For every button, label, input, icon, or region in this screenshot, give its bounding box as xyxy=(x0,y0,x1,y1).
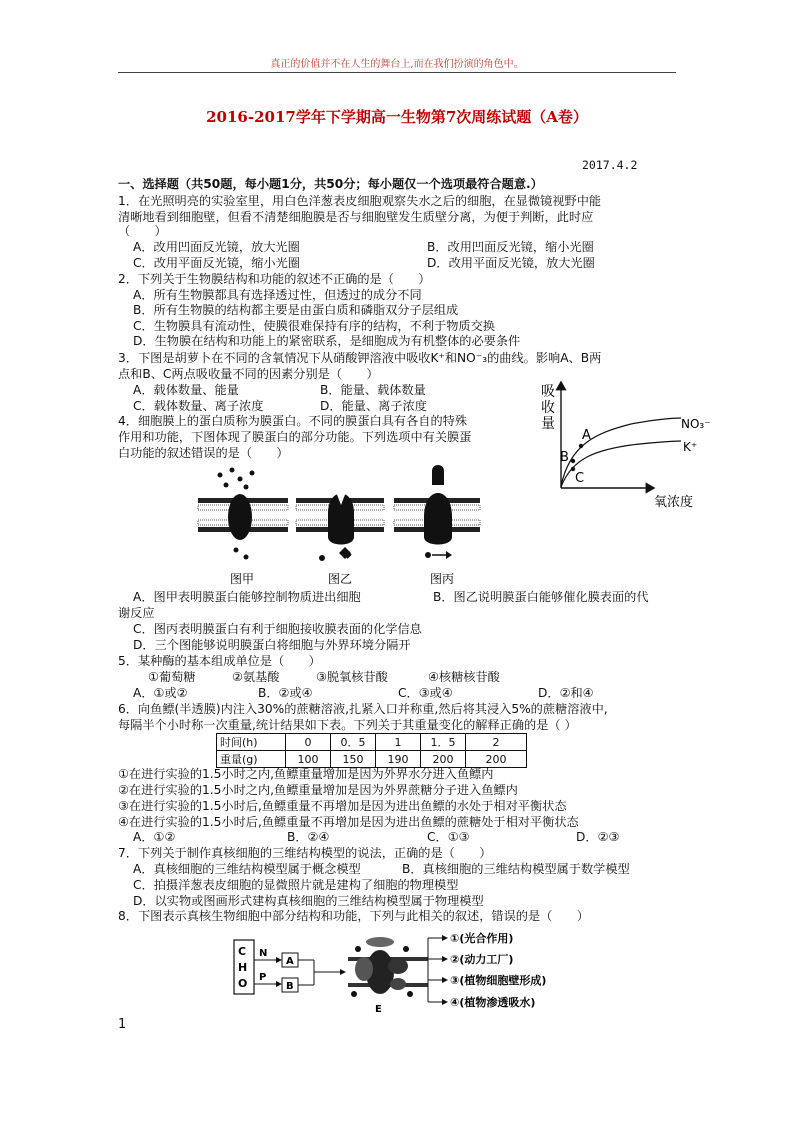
exam-date: 2017.4.2 xyxy=(582,158,638,172)
q1-stem-line3: （ ） xyxy=(118,224,167,238)
q5-item-2: ②氨基酸 xyxy=(232,670,280,684)
section-heading: 一、选择题（共50题，每小题1分，共50分；每小题仅一个选项最符合题意.） xyxy=(118,177,543,191)
point-a xyxy=(579,444,583,448)
q3-stem-line2: 点和B、C两点吸收量不同的因素分别是（ ） xyxy=(118,367,379,381)
q4-option-a: A．图甲表明膜蛋白能够控制物质进出细胞 xyxy=(133,590,361,604)
point-b xyxy=(571,459,575,463)
q6-weight-table xyxy=(216,733,527,768)
q4-stem-line2: 作用和功能，下图体现了膜蛋白的部分功能。下列选项中有关膜蛋 xyxy=(118,430,472,444)
q5-option-d: D．②和④ xyxy=(538,686,594,700)
q6-statement-4: ④在进行实验的1.5小时后,鱼鳔重量不再增加是因为进出鱼鳔的蔗糖处于相对平衡状态 xyxy=(118,815,579,829)
membrane-structure-e xyxy=(348,937,428,997)
table-cell: 1．5 xyxy=(421,734,466,751)
table-cell: 2 xyxy=(466,734,527,751)
y-axis-label-1: 吸 xyxy=(541,384,555,400)
no3-curve-label: NO₃⁻ xyxy=(681,417,711,431)
k-curve-label: K⁺ xyxy=(683,440,698,454)
q1-option-c: C．改用平面反光镜，缩小光圈 xyxy=(133,256,300,270)
q6-statement-1: ①在进行实验的1.5小时之内,鱼鳔重量增加是因为外界水分进入鱼鳔内 xyxy=(118,767,494,781)
q6-option-b: B．②④ xyxy=(287,830,330,844)
q7-option-d: D．以实物或图画形式建构真核细胞的三维结构模型属于物理模型 xyxy=(133,894,484,908)
q1-option-d: D．改用平面反光镜，放大光圈 xyxy=(427,256,595,270)
q2-stem: 2．下列关于生物膜结构和功能的叙述不正确的是（ ） xyxy=(118,272,431,286)
table-cell: 重量(g) xyxy=(217,751,286,768)
q1-stem-line2: 清晰地看到细胞壁，但看不清楚细胞膜是否与细胞壁发生质壁分离，为便于判断，此时应 xyxy=(118,210,594,224)
x-axis-label: 氧浓度 xyxy=(654,495,694,510)
table-cell: 时间(h) xyxy=(217,734,286,751)
panel-yi xyxy=(296,492,384,561)
q3-option-d: D．能量、离子浓度 xyxy=(320,399,427,413)
q8-structure-figure xyxy=(230,924,570,1016)
q6-option-c: C．①③ xyxy=(427,830,470,844)
q4-option-b-line1: B．图乙说明膜蛋白能够催化膜表面的代 xyxy=(433,590,649,604)
element-h: H xyxy=(238,961,248,974)
point-a-label: A xyxy=(582,428,591,443)
header-rule xyxy=(118,72,676,73)
label-e: E xyxy=(375,1004,382,1015)
q4-membrane-figure xyxy=(196,465,482,587)
page-title: 2016-2017学年下学期高一生物第7次周练试题（A卷） xyxy=(206,108,588,126)
q5-option-c: C．③或④ xyxy=(398,686,453,700)
q2-option-c: C．生物膜具有流动性，使膜很难保持有序的结构，不利于物质交换 xyxy=(133,319,495,333)
q6-stem-line2: 每隔半个小时称一次重量,统计结果如下表。下列关于其重量变化的解释正确的是（ ） xyxy=(118,718,577,732)
q1-option-b: B．改用凹面反光镜，缩小光圈 xyxy=(427,240,594,254)
table-cell: 190 xyxy=(376,751,421,768)
q6-statement-2: ②在进行实验的1.5小时之内,鱼鳔重量增加是因为外界蔗糖分子进入鱼鳔内 xyxy=(118,783,518,797)
q3-option-a: A．载体数量、能量 xyxy=(133,383,239,397)
q5-item-4: ④核糖核苷酸 xyxy=(428,670,500,684)
q2-option-b: B．所有生物膜的结构都主要是由蛋白质和磷脂双分子层组成 xyxy=(133,303,459,317)
q4-option-b-line2: 谢反应 xyxy=(118,606,155,620)
q4-option-c: C．图丙表明膜蛋白有利于细胞接收膜表面的化学信息 xyxy=(133,622,422,636)
table-cell: 100 xyxy=(286,751,331,768)
element-c: C xyxy=(238,945,247,958)
q2-option-a: A．所有生物膜都具有选择透过性，但透过的成分不同 xyxy=(133,288,422,302)
table-cell: 0．5 xyxy=(331,734,376,751)
q1-stem-line1: 1．在光照明亮的实验室里，用白色洋葱表皮细胞观察失水之后的细胞，在显微镜视野中能 xyxy=(118,194,602,208)
table-cell: 1 xyxy=(376,734,421,751)
function-2: ②(动力工厂) xyxy=(450,953,514,966)
q3-stem-line1: 3．下图是胡萝卜在不同的含氧情况下从硝酸钾溶液中吸收K⁺和NO⁻₃的曲线。影响A、B两 xyxy=(118,351,602,365)
page-number: 1 xyxy=(118,1017,127,1032)
q4-option-d: D．三个图能够说明膜蛋白将细胞与外界环境分隔开 xyxy=(133,638,411,652)
q3-option-c: C．载体数量、离子浓度 xyxy=(133,399,264,413)
point-b-label: B xyxy=(560,450,569,465)
label-n: N xyxy=(259,948,268,959)
q5-item-3: ③脱氧核苷酸 xyxy=(316,670,388,684)
fig-bing-label: 图丙 xyxy=(430,572,455,586)
q3-option-b: B．能量、载体数量 xyxy=(320,383,426,397)
q8-stem: 8．下图表示真核生物细胞中部分结构和功能，下列与此相关的叙述，错误的是（ ） xyxy=(118,909,589,923)
table-row xyxy=(217,751,527,768)
q7-option-a: A．真核细胞的三维结构模型属于概念模型 xyxy=(133,862,361,876)
q5-item-1: ①葡萄糖 xyxy=(148,670,196,684)
table-row xyxy=(217,734,527,751)
panel-jia xyxy=(198,468,288,560)
table-cell: 150 xyxy=(331,751,376,768)
q6-option-d: D．②③ xyxy=(576,830,620,844)
q1-option-a: A．改用凹面反光镜，放大光圈 xyxy=(133,240,300,254)
box-a-label: A xyxy=(286,956,294,967)
q6-stem-line1: 6．向鱼鳔(半透膜)内注入30%的蔗糖溶液,扎紧入口并称重,然后将其浸入5%的蔗糖溶液中, xyxy=(118,702,608,716)
box-b-label: B xyxy=(286,981,294,992)
q4-stem-line3: 白功能的叙述错误的是（ ） xyxy=(118,446,289,460)
element-o: O xyxy=(238,977,248,990)
q3-absorption-graph xyxy=(536,378,718,510)
q4-stem-line1: 4．细胞膜上的蛋白质称为膜蛋白。不同的膜蛋白具有各自的特殊 xyxy=(118,414,468,428)
y-axis-label-3: 量 xyxy=(541,416,555,432)
header-motto: 真正的价值并不在人生的舞台上,而在我们扮演的角色中。 xyxy=(270,59,524,70)
q7-option-b: B．真核细胞的三维结构模型属于数学模型 xyxy=(402,862,630,876)
q6-option-a: A．①② xyxy=(133,830,176,844)
function-3: ③(植物细胞壁形成) xyxy=(450,974,547,987)
fig-yi-label: 图乙 xyxy=(328,572,353,586)
q6-statement-3: ③在进行实验的1.5小时后,鱼鳔重量不再增加是因为进出鱼鳔的水处于相对平衡状态 xyxy=(118,799,567,813)
label-p: P xyxy=(259,972,267,983)
y-axis-label-2: 收 xyxy=(541,400,555,416)
point-c-label: C xyxy=(575,471,585,486)
q5-option-a: A．①或② xyxy=(133,686,188,700)
q7-option-c: C．拍摄洋葱表皮细胞的显微照片就是建构了细胞的物理模型 xyxy=(133,878,459,892)
function-4: ④(植物渗透吸水) xyxy=(450,996,536,1009)
q7-stem: 7．下列关于制作真核细胞的三维结构模型的说法，正确的是（ ） xyxy=(118,846,492,860)
function-1: ①(光合作用) xyxy=(450,932,514,945)
q5-stem: 5．某种酶的基本组成单位是（ ） xyxy=(118,654,321,668)
q5-option-b: B．②或④ xyxy=(258,686,313,700)
fig-jia-label: 图甲 xyxy=(230,572,255,586)
panel-bing xyxy=(394,465,480,559)
table-cell: 200 xyxy=(421,751,466,768)
q2-option-d: D．生物膜在结构和功能上的紧密联系，是细胞成为有机整体的必要条件 xyxy=(133,334,521,348)
table-cell: 200 xyxy=(466,751,527,768)
table-cell: 0 xyxy=(286,734,331,751)
